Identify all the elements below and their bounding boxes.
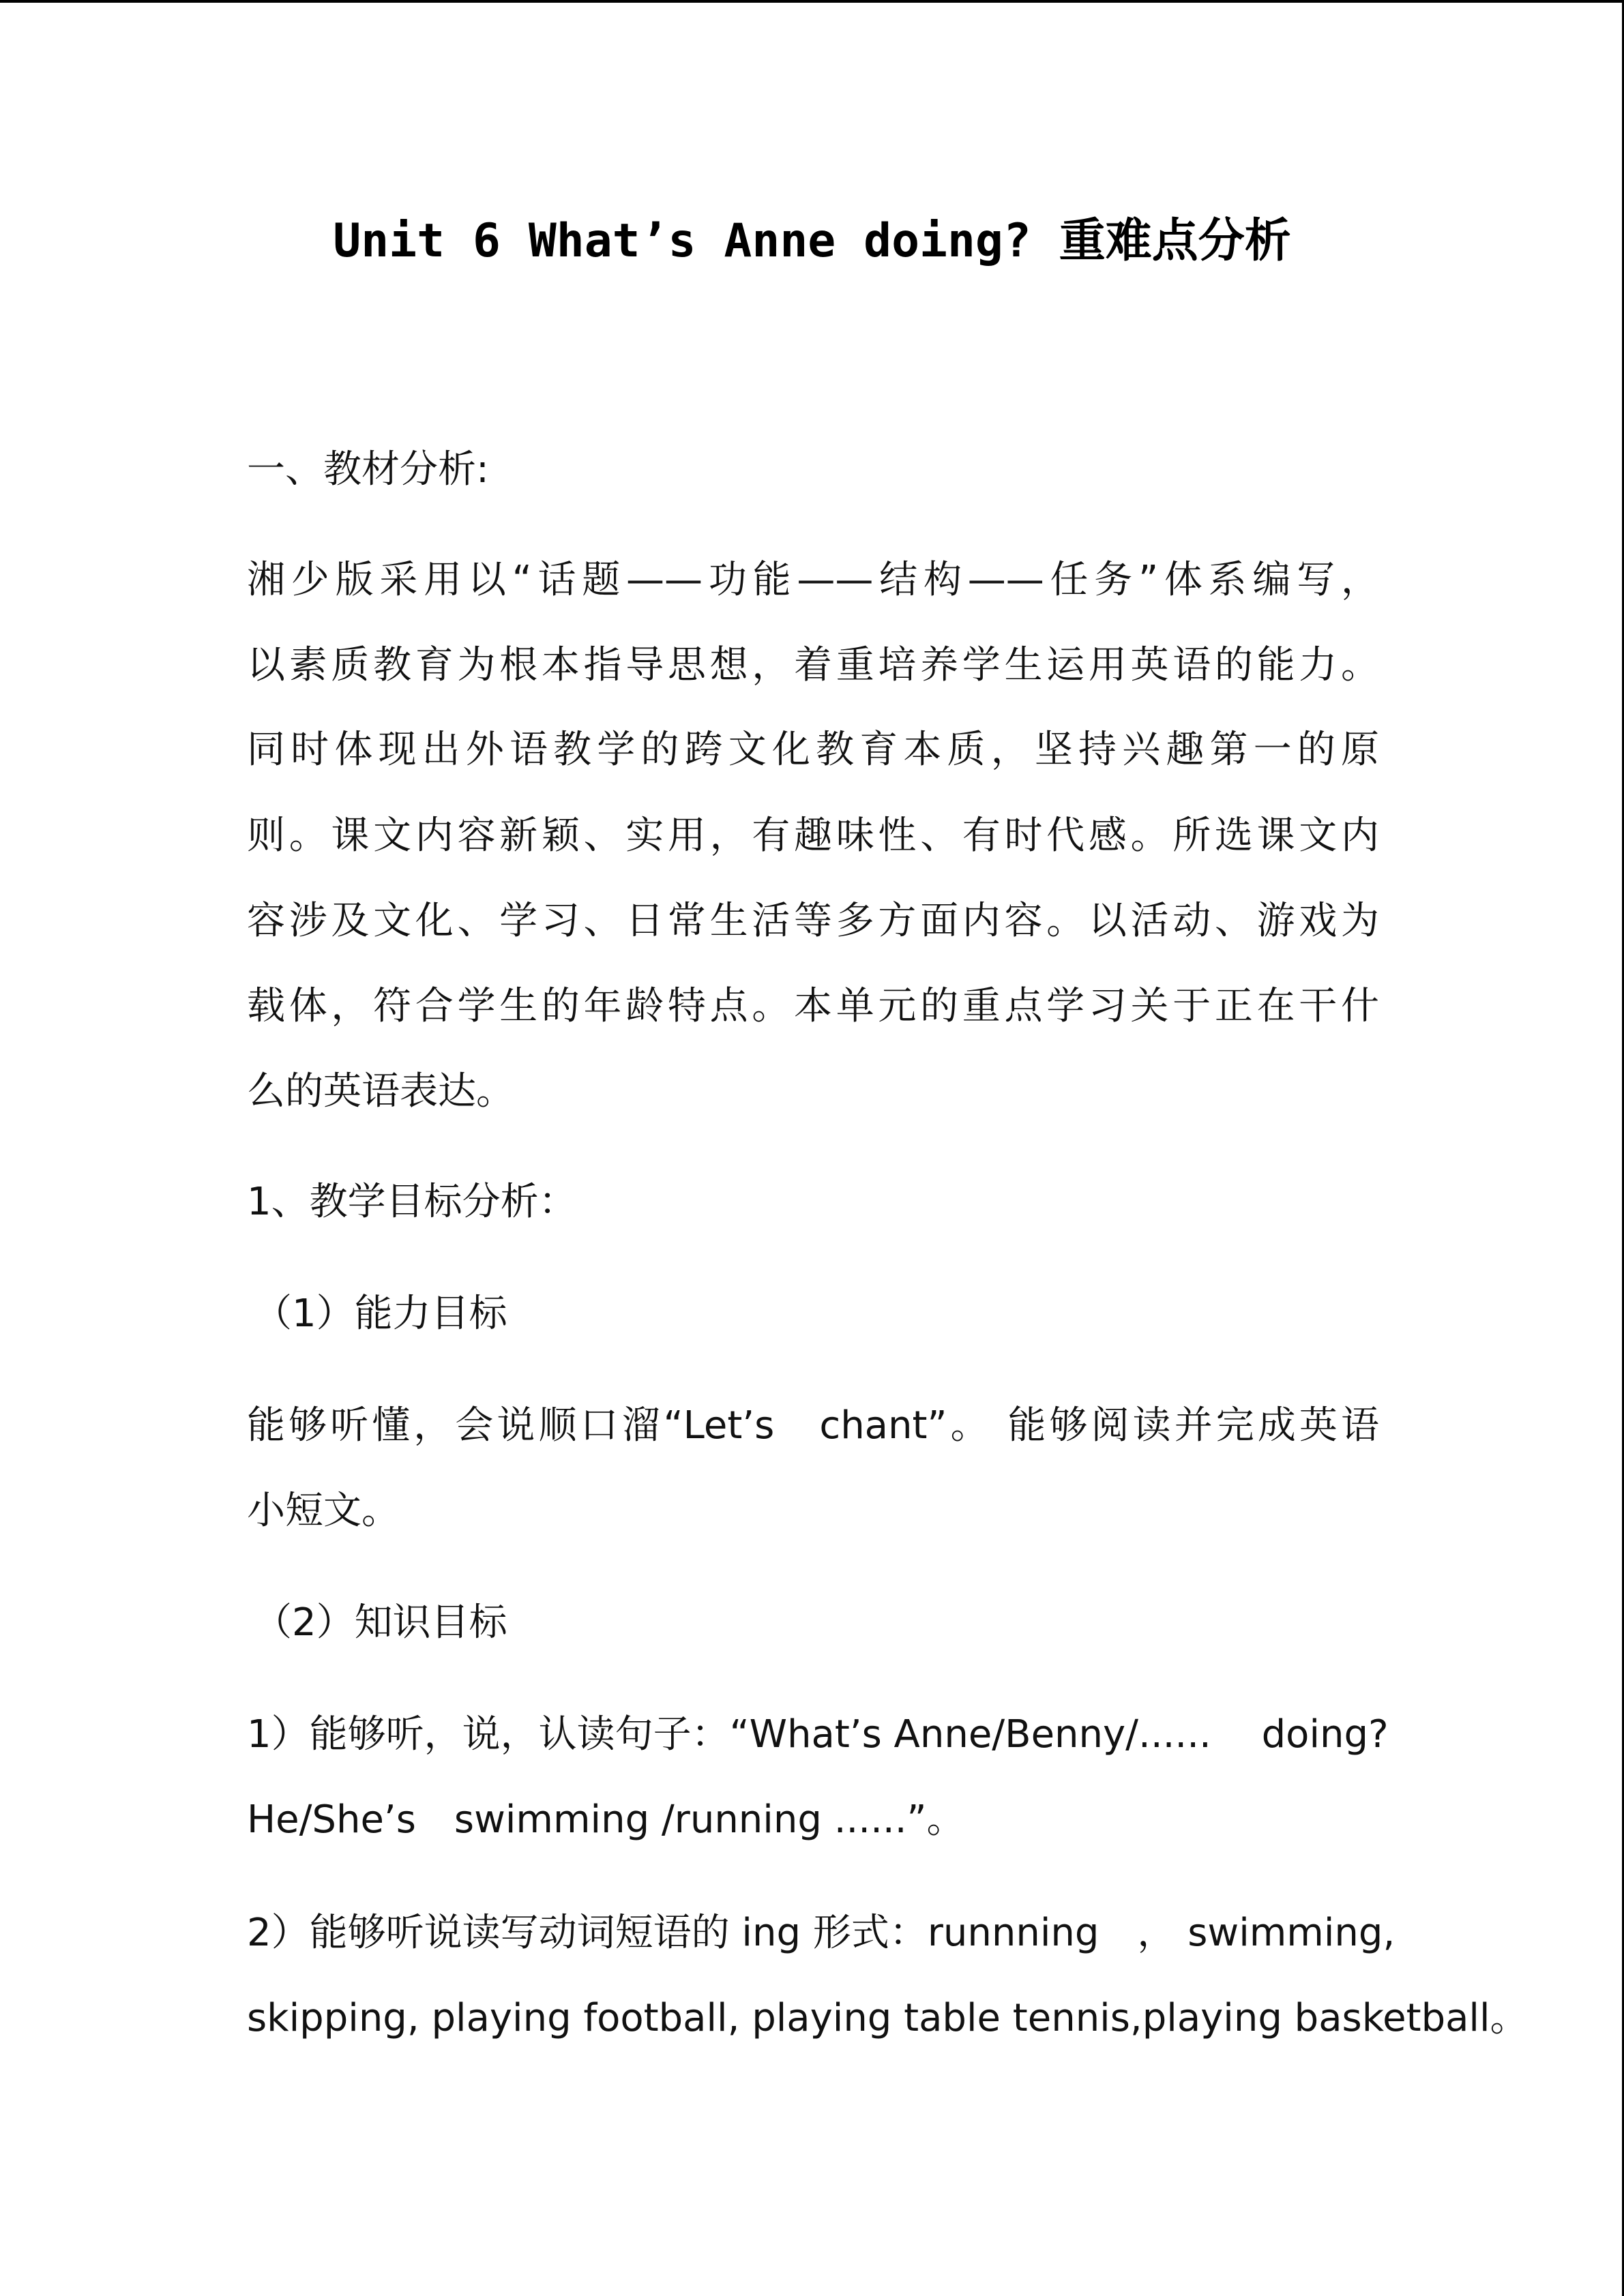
knowledge-goal-heading: （2）知识目标 xyxy=(254,1600,507,1645)
paragraph-line: 同时体现出外语教学的跨文化教育本质，坚持兴趣第一的原 xyxy=(247,728,1379,772)
paragraph-line: 以素质教育为根本指导思想，着重培养学生运用英语的能力。 xyxy=(247,643,1379,687)
paragraph-line: 湘少版采用以“话题——功能——结构——任务”体系编写， xyxy=(247,558,1379,602)
knowledge-item-line: 1）能够听，说，认读句子：“What’s Anne/Benny/...... doing? xyxy=(247,1712,1389,1757)
goals-subheading: 1、教学目标分析： xyxy=(247,1180,577,1224)
ability-goal-line: 能够听懂，会说顺口溜“Let’s chant”。 能够阅读并完成英语 xyxy=(247,1403,1379,1448)
knowledge-item-line: 2）能够听说读写动词短语的 ing 形式：runnning ， swimming, xyxy=(247,1911,1396,1955)
paragraph-line: 容涉及文化、学习、日常生活等多方面内容。以活动、游戏为 xyxy=(247,899,1379,943)
section-heading: 一、教材分析: xyxy=(247,447,489,492)
ability-goal-line: 小短文。 xyxy=(247,1489,400,1533)
knowledge-item-line: He/She’s swimming /running ......”。 xyxy=(247,1798,965,1842)
paragraph-line: 么的英语表达。 xyxy=(247,1069,514,1114)
document-title: Unit 6 What’s Anne doing? 重难点分析 xyxy=(333,214,1291,268)
paragraph-line: 则。课文内容新颖、实用，有趣味性、有时代感。所选课文内 xyxy=(247,814,1379,858)
paragraph-line: 载体，符合学生的年龄特点。本单元的重点学习关于正在干什 xyxy=(247,984,1379,1028)
ability-goal-heading: （1）能力目标 xyxy=(254,1292,507,1336)
knowledge-item-line: skipping, playing football, playing table tennis,playing basketball。 xyxy=(247,1996,1529,2040)
